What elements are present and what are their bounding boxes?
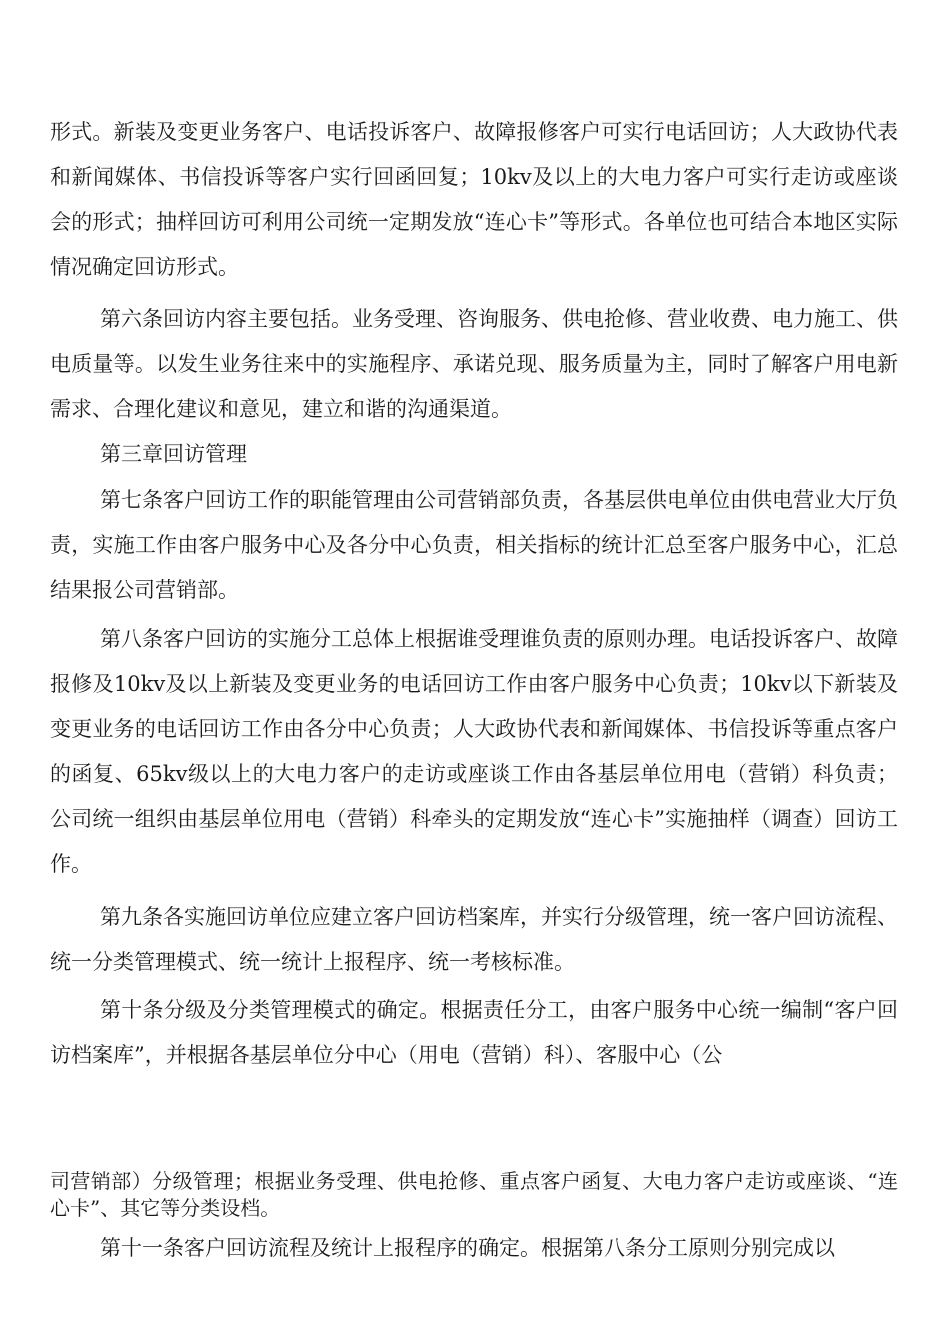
paragraph-article-6: 第六条回访内容主要包括。业务受理、咨询服务、供电抢修、营业收费、电力施工、供电质量等。以发生业务往来中的实施程序、承诺兑现、服务质量为主，同时了解客户用电新需求、合理化建议和意见，建立和谐的沟通渠道。 (50, 307, 898, 421)
paragraph-article-10: 第十条分级及分类管理模式的确定。根据责任分工，由客户服务中心统一编制“客户回访档案库”，并根据各基层单位分中心（用电（营销）科）、客服中心（公 (50, 998, 898, 1067)
paragraph-article-7: 第七条客户回访工作的职能管理由公司营销部负责，各基层供电单位由供电营业大厅负责，实施工作由客户服务中心及各分中心负责，相关指标的统计汇总至客户服务中心，汇总结果报公司营销部。 (50, 488, 898, 602)
paragraph-article-9: 第九条各实施回访单位应建立客户回访档案库，并实行分级管理，统一客户回访流程、统一分类管理模式、统一统计上报程序、统一考核标准。 (50, 905, 898, 974)
chapter-3-heading: 第三章回访管理 (100, 442, 247, 466)
paragraph-article-10-continued: 司营销部）分级管理；根据业务受理、供电抢修、重点客户函复、大电力客户走访或座谈、“连心卡”、其它等分类设档。 (50, 1169, 898, 1220)
paragraph-visit-forms: 形式。新装及变更业务客户、电话投诉客户、故障报修客户可实行电话回访；人大政协代表和新闻媒体、书信投诉等客户实行回函回复；10kv及以上的大电力客户可实行走访或座谈会的形式；抽样回访可利用公司统一定期发放“连心卡”等形式。各单位也可结合本地区实际情况确定回访形式。 (50, 120, 898, 279)
paragraph-article-8: 第八条客户回访的实施分工总体上根据谁受理谁负责的原则办理。电话投诉客户、故障报修及10kv及以上新装及变更业务的电话回访工作由客户服务中心负责；10kv以下新装及变更业务的电话回访工作由各分中心负责；人大政协代表和新闻媒体、书信投诉等重点客户的函复、65kv级以上的大电力客户的走访或座谈工作由各基层单位用电（营销）科负责；公司统一组织由基层单位用电（营销）科牵头的定期发放“连心卡”实施抽样（调查）回访工作。 (50, 627, 898, 876)
paragraph-article-11: 第十一条客户回访流程及统计上报程序的确定。根据第八条分工原则分别完成以 (100, 1236, 835, 1260)
